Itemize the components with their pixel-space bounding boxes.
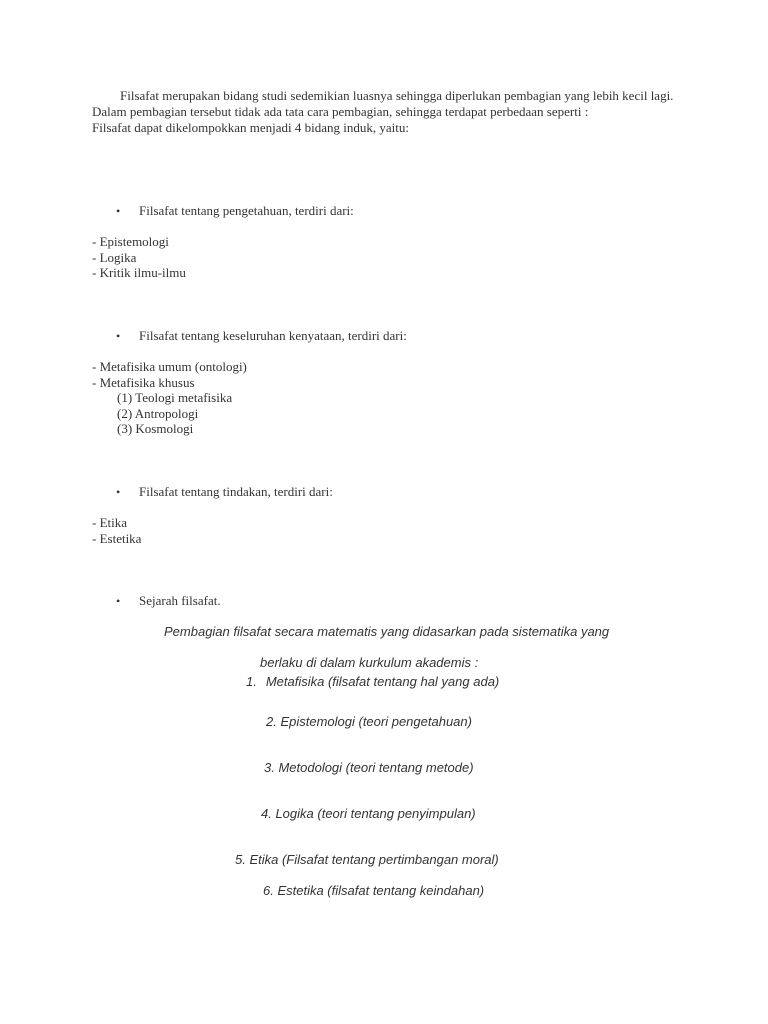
- list-item: - Logika: [92, 249, 137, 265]
- list-item: - Kritik ilmu-ilmu: [92, 265, 186, 280]
- math-list-item-4: 4. Logika (teori tentang penyimpulan): [261, 806, 476, 821]
- bullet-text: Filsafat tentang tindakan, terdiri dari:: [139, 484, 333, 499]
- sub-list-item: (2) Antropologi: [117, 405, 199, 421]
- list-number: 1.: [246, 674, 257, 689]
- bullet-row: [92, 484, 692, 500]
- bullet-text: Sejarah filsafat.: [139, 593, 221, 608]
- bullet-dot-icon: •: [116, 329, 121, 343]
- bullet-row: [92, 203, 692, 219]
- list-item: - Estetika: [92, 530, 142, 546]
- intro-summary-line: Filsafat dapat dikelompokkan menjadi 4 bidang induk, yaitu:: [92, 120, 409, 135]
- math-list-item-5: 5. Etika (Filsafat tentang pertimbangan moral): [235, 852, 499, 867]
- section-kenyataan: [92, 328, 692, 437]
- list-item: - Metafisika umum (ontologi): [92, 359, 247, 374]
- math-list-item-1: [246, 674, 499, 689]
- section-sejarah: [92, 593, 692, 609]
- bullet-row: [92, 328, 692, 344]
- sub-list-item: (3) Kosmologi: [117, 421, 194, 436]
- bullet-row: [92, 593, 692, 609]
- math-heading-line2: berlaku di dalam kurkulum akademis :: [260, 655, 479, 670]
- section-tindakan: [92, 484, 692, 546]
- item-list: [92, 234, 692, 281]
- math-heading-line1: Pembagian filsafat secara matematis yang didasarkan pada sistematika yang: [164, 624, 610, 639]
- math-list-item-6: 6. Estetika (filsafat tentang keindahan): [263, 883, 485, 898]
- section-pengetahuan: [92, 203, 692, 281]
- bullet-dot-icon: •: [116, 204, 121, 218]
- bullet-text: Filsafat tentang keseluruhan kenyataan, terdiri dari:: [139, 328, 407, 343]
- math-list-item-3: 3. Metodologi (teori tentang metode): [264, 760, 474, 775]
- item-list: [92, 359, 692, 437]
- intro-block: [92, 88, 682, 136]
- list-item: - Etika: [92, 515, 128, 530]
- list-item: - Metafisika khusus: [92, 374, 195, 390]
- intro-paragraph: Filsafat merupakan bidang studi sedemikian luasnya sehingga diperlukan pembagian yang lebih kecil lagi. Dalam pembagian tersebut tidak ada tata cara pembagian, sehingga terdapat perbedaan seperti :: [92, 88, 674, 119]
- bullet-dot-icon: •: [116, 485, 121, 499]
- item-list: [92, 515, 692, 546]
- list-item: - Epistemologi: [92, 234, 169, 249]
- bullet-dot-icon: •: [116, 594, 121, 608]
- list-text: Metafisika (filsafat tentang hal yang ada): [265, 674, 500, 689]
- sub-list-item: (1) Teologi metafisika: [117, 390, 233, 405]
- math-list-item-2: 2. Epistemologi (teori pengetahuan): [266, 714, 472, 729]
- bullet-text: Filsafat tentang pengetahuan, terdiri dari:: [139, 203, 354, 218]
